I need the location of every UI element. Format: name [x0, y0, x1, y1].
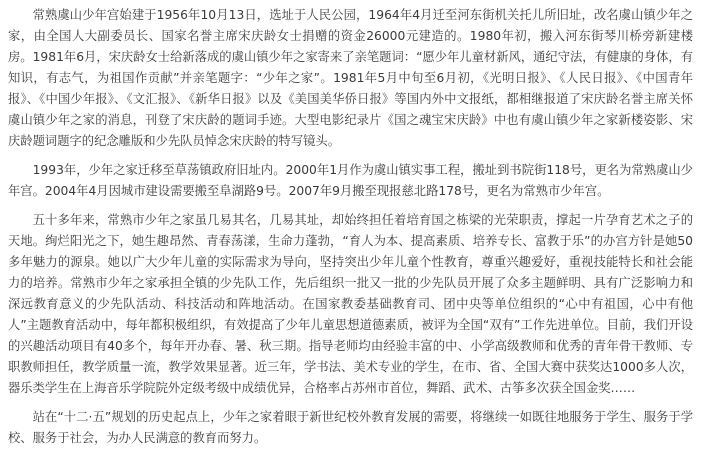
paragraph-history: 常熟虞山少年宫始建于1956年10月13日，选址于人民公园，1964年4月迁至河东街机关托儿所旧址，改名虞山镇少年之家，由全国人大副委员长、国家名誉主席宋庆龄女士捐赠的资金26000元建造的。1980年初，搬入河东街琴川桥旁新建楼房。1981年6月，宋庆龄女士给新落成的虞山镇少年之家寄来了亲笔题词：“愿少年儿童材新风，通纪守法，有健康的身体，有知识，有志气，为祖国作贡献”并亲笔题字：“少年之家”。1981年5月中旬至6月初，《光明日报》、《人民日报》、《中国青年报》、《中国少年报》、《文汇报》、《新华日报》以及《美国美华侨日报》等国内外中文报纸，都相继报道了宋庆龄名誉主席关怀虞山镇少年之家的消息，刊登了宋庆龄的题词手迹。大型电影纪录片《国之魂宝宋庆龄》中也有虞山镇少年之家新楼姿影、宋庆龄题词题字的纪念雕版和少先队员悼念宋庆龄的特写镜头。: [8, 8, 693, 148]
paragraph-future: 站在“十二·五”规划的历史起点上，少年之家着眼于新世纪校外教育发展的需要，将继续一如既往地服务于学生、服务于学校、服务于社会，为办人民满意的教育而努力。: [8, 410, 693, 445]
paragraph-achievements: 五十多年来，常熟市少年之家虽几易其名，几易其址，却始终担任着培育国之栋梁的光荣职责，撑起一片孕育艺术之子的天地。绚烂阳光之下，她生趣昂然、青春荡漾，生命力蓬勃，“育人为本、提高素质、培养专长、富教于乐”的办宫方针是她50多年魅力的源泉。她以广大少年儿童的实际需求为导向，坚持突出少年儿童个性教育，尊重兴趣爱好，重视技能特长和社会能力的培养。常熟市少年之家承担全镇的少先队工作，先后组织一批又一批的少先队员开展了众多主题鲜明、具有广泛影响力和深远教育意义的少先队活动、科技活动和阵地活动。在国家教委基础教育司、团中央等单位组织的“心中有祖国，心中有他人”主题教育活动中，每年都积极组织，有效提高了少年儿童思想道德素质，被评为全国“双有”工作先进单位。目前，我们开设的兴趣活动项目有40多个，每年开办春、暑、秋三期。指导老师均由经验丰富的中、小学高级教师和优秀的青年骨干教师、专职教师担任，教学质量一流，教学效果显著。近三年，学书法、美术专业的学生，在市、省、全国大赛中获奖达1000多人次，器乐类学生在上海音乐学院院外定级考级中成绩优异，合格率占苏州市首位，舞蹈、武术、古筝多次获全国金奖……: [8, 213, 693, 395]
paragraph-relocations: 1993年，少年之家迁移至草荡镇政府旧址内。2000年1月作为虞山镇实事工程，搬址到书院街118号，更名为常熟虞山少年宫。2004年4月因城市建设需要搬至阜湖路9号。2007年9月搬至现报慈北路178号，更名为常熟市少年宫。: [8, 163, 693, 198]
